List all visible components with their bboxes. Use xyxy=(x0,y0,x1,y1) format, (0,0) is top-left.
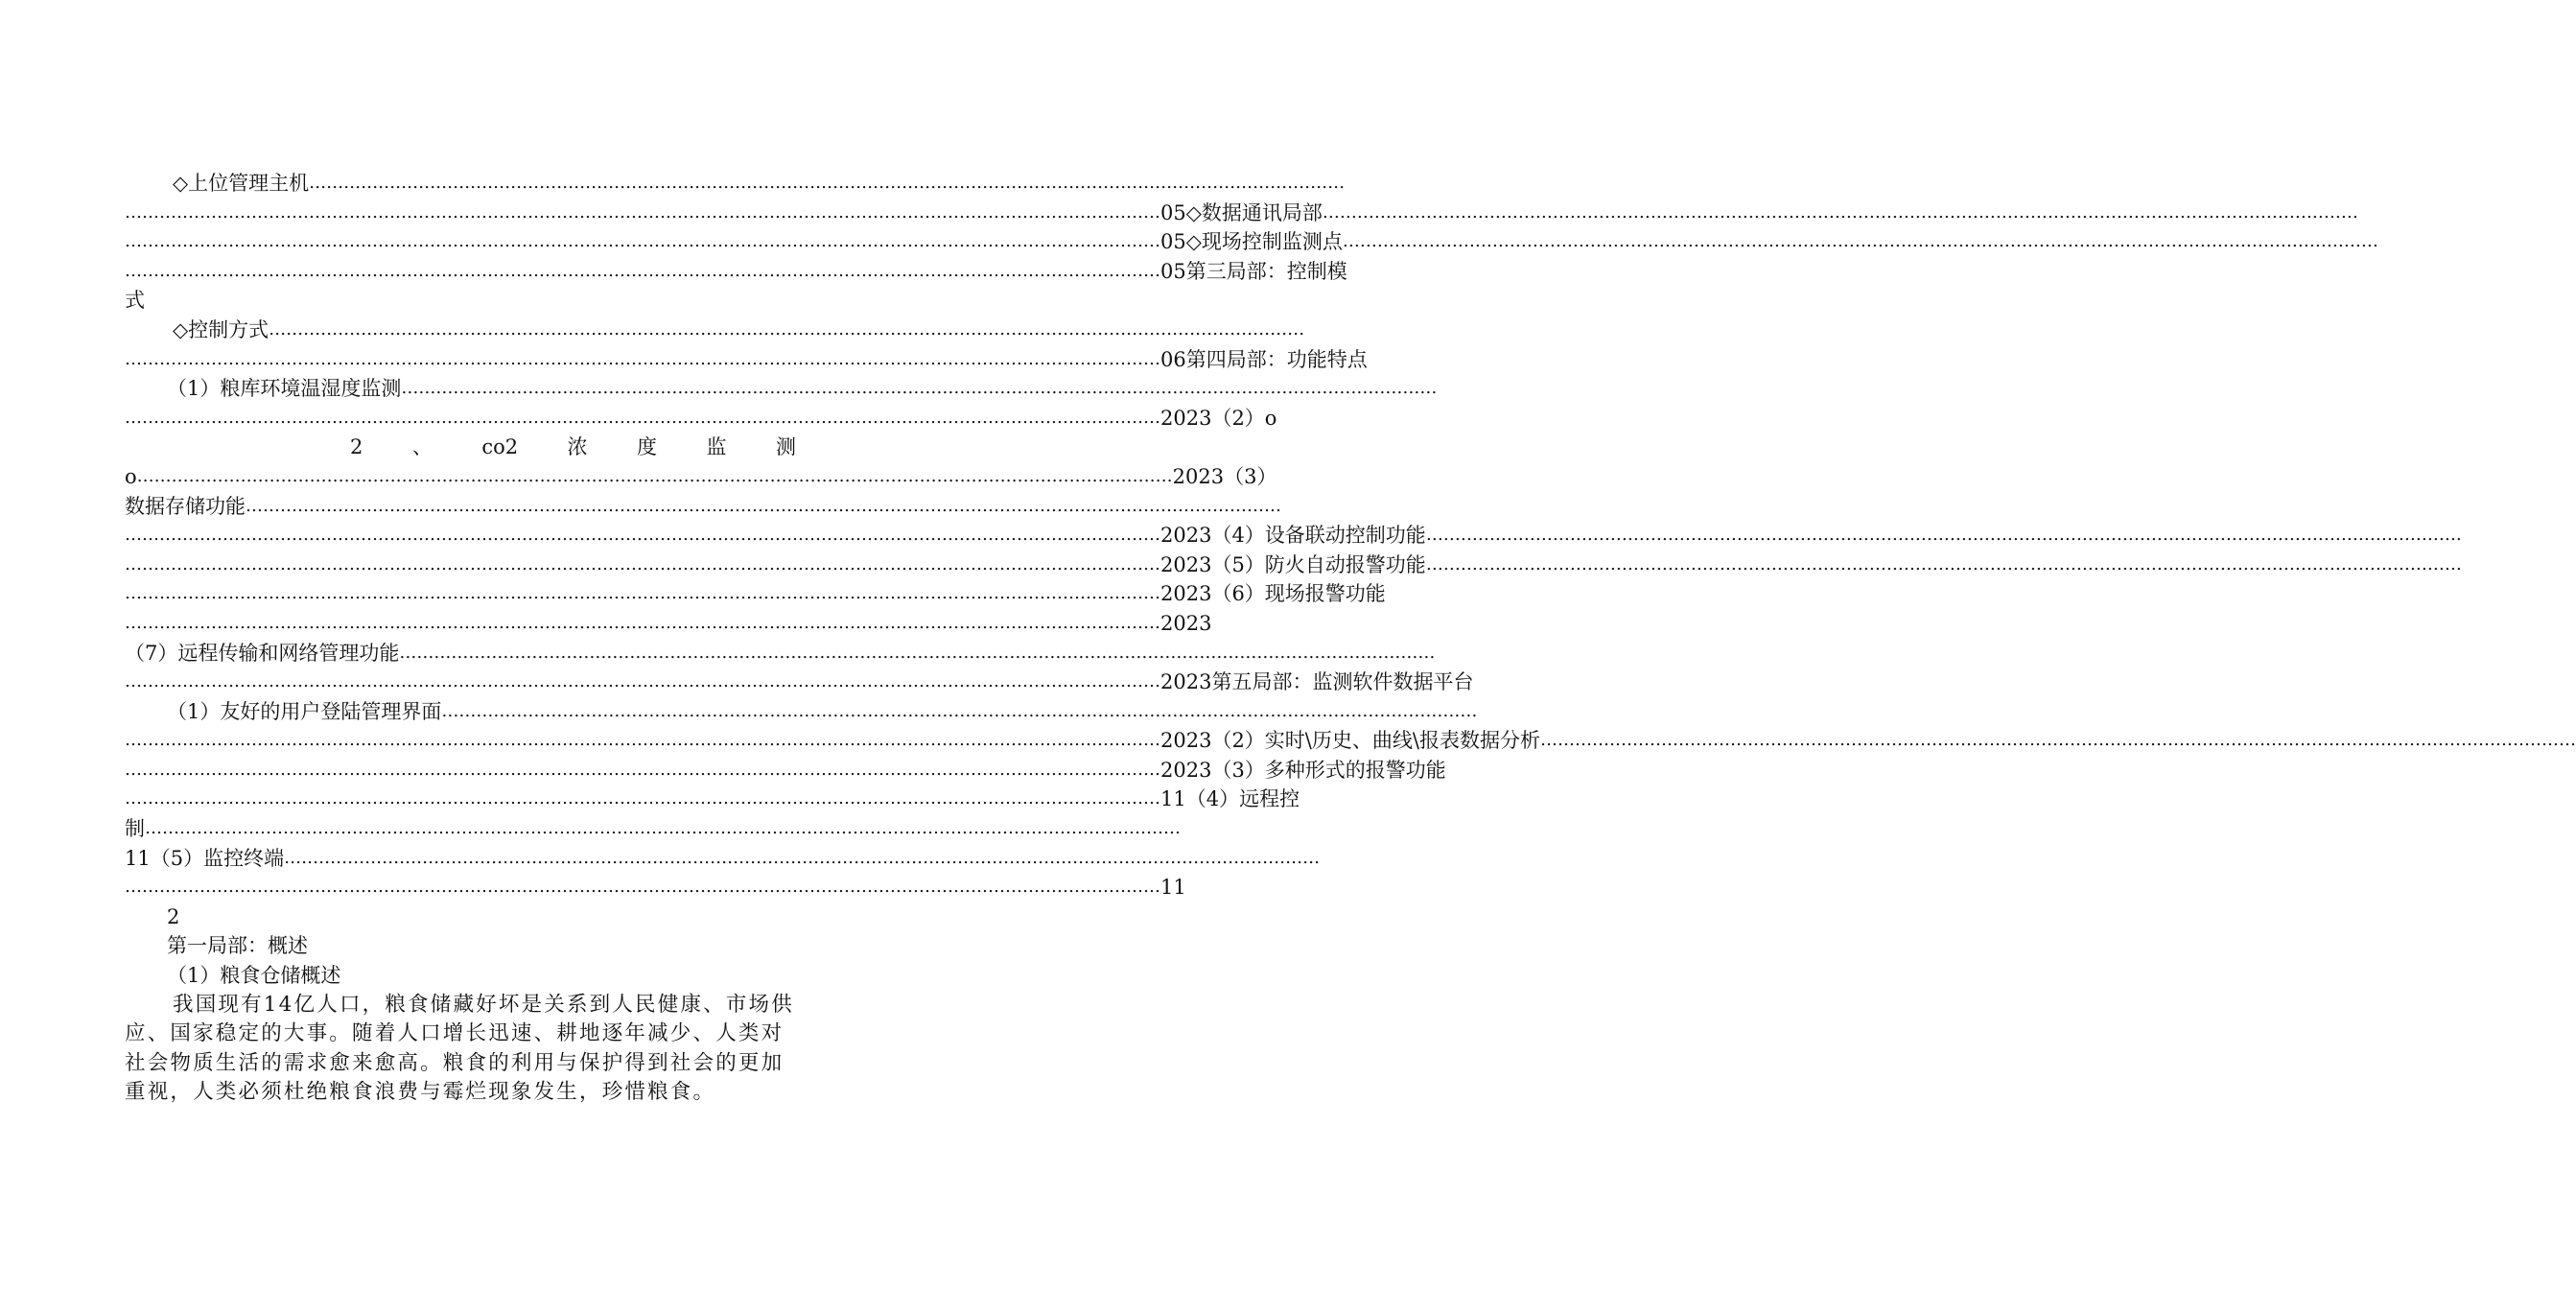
toc-line xyxy=(125,668,1474,697)
toc-entry: 制 xyxy=(125,817,145,841)
toc-entry: 05◇现场控制监测点 xyxy=(1160,230,1343,254)
subsection-heading: （1）粮食仓储概述 xyxy=(167,964,341,988)
toc-entry: 式 xyxy=(125,289,145,313)
leader-dots: ……………………………………………………………………………………………………………………………………………………………… xyxy=(125,877,1160,898)
section-heading: 第一局部：概述 xyxy=(167,934,308,958)
toc-entry: 2023 xyxy=(1160,611,1212,635)
toc-line xyxy=(125,551,2462,580)
leader-dots: ……………………………………………………………………………………………………………………………………………………………… xyxy=(309,173,1346,193)
leader-dots: ……………………………………………………………………………………………………………………………………………………………… xyxy=(125,348,1160,369)
leader-dots: ……………………………………………………………………………………………………………………………………………………………… xyxy=(1322,201,2358,223)
toc-line xyxy=(125,404,1277,434)
toc-entry: 11（4）远程控 xyxy=(1160,787,1300,811)
toc-line xyxy=(125,814,1181,844)
leader-dots: ……………………………………………………………………………………………………………………………………………………………… xyxy=(1425,525,2462,546)
toc-line xyxy=(125,579,1386,609)
toc-entry: 11（5）监控终端 xyxy=(125,846,285,870)
toc-entry: ◇控制方式 xyxy=(173,317,269,341)
leader-dots: ……………………………………………………………………………………………………………………………………………………………… xyxy=(125,788,1160,809)
toc-entry: （7）远程传输和网络管理功能 xyxy=(125,641,400,665)
leader-dots: ……………………………………………………………………………………………………………………………………………………………… xyxy=(269,318,1305,340)
toc-line xyxy=(125,316,1305,345)
toc-entry: 2023（2）o xyxy=(1160,406,1277,430)
toc-line xyxy=(125,374,1438,404)
document-page xyxy=(125,169,2576,1108)
leader-dots: ……………………………………………………………………………………………………………………………………………………………… xyxy=(125,407,1160,428)
leader-dots: ……………………………………………………………………………………………………………………………………………………………… xyxy=(399,642,1436,663)
toc-line xyxy=(125,756,1446,785)
toc-entry: 2023（4）设备联动控制功能 xyxy=(1160,524,1426,548)
toc-line xyxy=(125,286,796,316)
toc-justified-line: 2 、 co2 浓 度 监 测 xyxy=(350,435,796,459)
leader-dots: ……………………………………………………………………………………………………………………………………………………………… xyxy=(125,583,1160,604)
leader-dots: ……………………………………………………………………………………………………………………………………………………………… xyxy=(145,818,1181,839)
leader-dots: ……………………………………………………………………………………………………………………………………………………………… xyxy=(401,378,1438,399)
toc-entry: 2023（2）实时\历史、曲线\报表数据分析 xyxy=(1160,729,1540,753)
toc-line xyxy=(125,345,1368,375)
toc-line xyxy=(125,199,2358,228)
toc-entry: 05◇数据通讯局部 xyxy=(1160,200,1323,224)
toc-line xyxy=(125,785,1300,814)
leader-dots: ……………………………………………………………………………………………………………………………………………………………… xyxy=(136,465,1173,486)
leader-dots: ……………………………………………………………………………………………………………………………………………………………… xyxy=(1425,553,2462,574)
toc-line xyxy=(125,492,1281,522)
toc-entry: 06第四局部：功能特点 xyxy=(1160,347,1368,371)
toc-entry: 2023（6）现场报警功能 xyxy=(1160,582,1386,606)
toc-line xyxy=(125,697,1478,727)
leader-dots: ……………………………………………………………………………………………………………………………………………………………… xyxy=(246,495,1281,516)
leader-dots: ……………………………………………………………………………………………………………………………………………………………… xyxy=(441,700,1478,721)
toc-entry: 2023（3）多种形式的报警功能 xyxy=(1160,758,1446,782)
leader-dots: ……………………………………………………………………………………………………………………………………………………………… xyxy=(1342,231,2378,252)
toc-line xyxy=(125,639,1436,668)
toc-entry: （1）粮库环境温湿度监测 xyxy=(167,377,402,401)
leader-dots: ……………………………………………………………………………………………………………………………………………………………… xyxy=(125,612,1160,633)
toc-line xyxy=(125,726,2576,756)
toc-line xyxy=(125,257,1347,287)
toc-line xyxy=(125,873,1186,902)
toc-entry: 2023（5）防火自动报警功能 xyxy=(1160,552,1426,576)
toc-entry: （1）友好的用户登陆管理界面 xyxy=(167,699,442,723)
leader-dots: ……………………………………………………………………………………………………………………………………………………………… xyxy=(125,260,1160,281)
leader-dots: ……………………………………………………………………………………………………………………………………………………………… xyxy=(125,231,1160,252)
toc-entry: o xyxy=(125,464,137,488)
toc-entry: 05第三局部：控制模 xyxy=(1160,259,1347,283)
page-number: 2 xyxy=(167,904,180,928)
body-paragraph: 我国现有14亿人口，粮食储藏好坏是关系到人民健康、市场供应、国家稳定的大事。随着人口增长迅速、耕地逐年减少、人类对社会物质生活的需求愈来愈高。粮食的利用与保护得到社会的更加重视，人类必须杜绝粮食浪费与霉烂现象发生，珍惜粮食。 xyxy=(125,992,794,1105)
toc-entry: ◇上位管理主机 xyxy=(173,172,310,195)
toc-line xyxy=(125,462,1277,492)
toc-line xyxy=(125,169,1346,199)
leader-dots: ……………………………………………………………………………………………………………………………………………………………… xyxy=(1539,730,2576,751)
toc-line xyxy=(125,433,796,462)
toc-entry: 2023第五局部：监测软件数据平台 xyxy=(1160,670,1474,694)
table-of-contents xyxy=(125,169,2576,902)
toc-line xyxy=(125,844,1321,874)
leader-dots: ……………………………………………………………………………………………………………………………………………………………… xyxy=(284,847,1321,868)
leader-dots: ……………………………………………………………………………………………………………………………………………………………… xyxy=(125,759,1160,780)
leader-dots: ……………………………………………………………………………………………………………………………………………………………… xyxy=(125,671,1160,692)
leader-dots: ……………………………………………………………………………………………………………………………………………………………… xyxy=(125,553,1160,574)
toc-line xyxy=(125,521,2462,551)
leader-dots: ……………………………………………………………………………………………………………………………………………………………… xyxy=(125,730,1160,751)
toc-line xyxy=(125,609,1212,639)
leader-dots: ……………………………………………………………………………………………………………………………………………………………… xyxy=(125,525,1160,546)
leader-dots: ……………………………………………………………………………………………………………………………………………………………… xyxy=(125,201,1160,223)
toc-line xyxy=(125,227,2378,257)
toc-entry: 11 xyxy=(1160,876,1186,900)
toc-entry: 2023（3） xyxy=(1172,464,1277,488)
toc-entry: 数据存储功能 xyxy=(125,494,246,518)
